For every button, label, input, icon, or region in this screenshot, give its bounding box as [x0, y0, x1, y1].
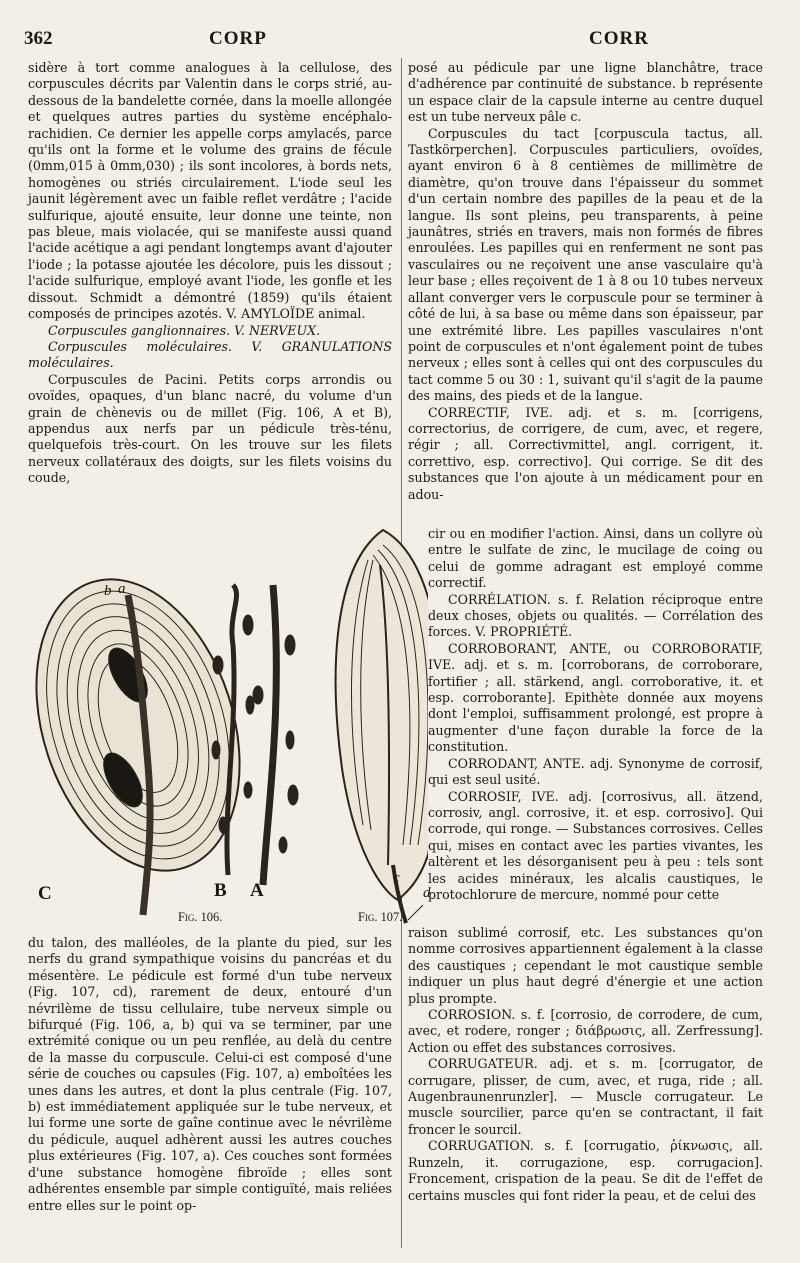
nerve-branch-a-drawing [253, 585, 298, 885]
paragraph: Corpuscules moléculaires. V. GRANULATIONS moléculaires. [28, 338, 392, 371]
dictionary-entry-corrosion: CORROSION. s. f. [corrosio, de corrodere, de cum, avec, et rodere, ronger ; διάβρωσις, all. Zerfressung]. Action ou effet des substances corrosives. [408, 1007, 763, 1055]
paragraph: Corpuscules du tact [corpuscula tactus, all. Tastkörperchen]. Corpuscules particuliers, ovoïdes, ayant environ 6 à 8 centièmes de millimètre de diamètre, qu'on trouve dans l'épaisseur du sommet d'un certain nombre des papilles de la peau et de la langue. Ils sont pleins, peu transparents, à peine jaunâtres, striés en travers, mais non formés de fibres enroulées. Les papilles qui en renferment ne sont pas vasculaires ou ne reçoivent une anse vasculaire qu'à leur base ; elles reçoivent de 1 à 8 ou 10 tubes nerveux allant converger vers le corpuscule pour se terminer à côté de lui, à sa base ou même dans son épaisseur, par une extrémité libre. Les papilles vasculaires n'ont point de corpuscules et n'ont également point de tubes nerveux ; elles sont à celles qui ont des corpuscules du tact comme 5 ou 30 : 1, suivant qu'il s'agit de la paume des mains, des pieds et de la langue. [408, 125, 763, 404]
label-b-upper: B [214, 880, 227, 901]
label-b: b [104, 583, 112, 599]
dictionary-entry-corroborant: CORROBORANT, ANTE, ou CORROBORATIF, IVE. adj. et s. m. [corroborans, de corroborare, fortifier ; all. stärkend, angl. corroborative, it. et esp. corroborante]. Epithète donnée aux moyens dont l'emploi, suffisamment prolongé, est propre à augmenter d'une façon durable la force de la constitution. [428, 640, 763, 755]
figure-106-107 [28, 525, 431, 925]
right-column-bottom [408, 925, 763, 1204]
right-column-top [408, 60, 763, 503]
label-d: d [423, 885, 431, 901]
running-title-left: CORP [209, 28, 267, 49]
paragraph: raison sublimé corrosif, etc. Les substances qu'on nomme corrosives appartiennent également à la classe des caustiques ; cependant le mot caustique semble indiquer un plus haut degré d'énergie et une action plus prompte. [408, 925, 763, 1006]
corpuscle-fig107-drawing [336, 530, 428, 923]
corpuscle-c-drawing [28, 553, 275, 915]
label-c: c [393, 870, 400, 886]
dictionary-entry-corrugation: CORRUGATION. s. f. [corrugatio, ῥίκνωσις, all. Runzeln, it. corrugazione, esp. corrugacion]. Froncement, crispation de la peau. Se dit de l'effet de certains muscles qui font rider la peau, et de celui des [408, 1138, 763, 1203]
running-title-right: CORR [589, 28, 649, 49]
right-column-middle [428, 526, 763, 903]
figure-107-caption: Fig. 107. [358, 910, 403, 924]
paragraph: sidère à tort comme analogues à la cellulose, des corpuscules décrits par Valentin dans le corps strié, au-dessous de la bandelette cornée, dans la moelle allongée et quelques autres parties du système encéphalo-rachidien. Ce dernier les appelle corps amylacés, parce qu'ils ont la forme et le volume des grains de fécule (0mm,015 à 0mm,030) ; ils sont incolores, à bords nets, homogènes ou striés circulairement. L'iode seul les jaunit légèrement avec un faible reflet verdâtre ; l'acide sulfurique, ajouté ensuite, leur donne une teinte, non pas bleue, mais violacée, qui se manifeste aussi quand l'acide acétique a agi pendant longtemps avant d'ajouter l'iode ; la potasse ajoutée les décolore, puis les dissout ; l'acide sulfurique, employé avant l'iode, les gonfle et les dissout. Schmidt a démontré (1859) qu'ils étaient composés de principes azotés. V. AMYLOÏDE animal. [28, 60, 392, 322]
dictionary-entry-corrugateur: CORRUGATEUR. adj. et s. m. [corrugator, de corrugare, plisser, de cum, avec, et ruga, ride ; all. Augenbraunenrunzler]. — Muscle corrugateur. Le muscle sourcilier, parce qu'en se contractant, il fait froncer le sourcil. [408, 1056, 763, 1137]
paragraph: Corpuscules ganglionnaires. V. NERVEUX. [48, 322, 321, 338]
page-number: 362 [24, 28, 53, 49]
paragraph: CORRECTIF, IVE. adj. et s. m. [corrigens, correctorius, de corrigere, de cum, avec, et regere, régir ; all. Correctivmittel, angl. corrigent, it. correttivo, esp. correctivo]. Qui corrige. Se dit des substances que l'on ajoute à un médicament pour en adou- [408, 404, 763, 502]
left-column-top [28, 60, 392, 487]
figure-106-caption: Fig. 106. [178, 910, 223, 924]
label-c-upper: C [38, 883, 52, 904]
dictionary-entry-correlation: CORRÉLATION. s. f. Relation réciproque entre deux choses, objets ou qualités. — Corrélation des forces. V. PROPRIÉTÉ. [428, 591, 763, 640]
dictionary-entry-corrodant: CORRODANT, ANTE. adj. Synonyme de corrosif, qui est seul usité. [428, 755, 763, 788]
running-header [24, 22, 776, 52]
label-a-upper: A [250, 880, 264, 901]
left-column-bottom [28, 935, 392, 1214]
paragraph: Corpuscules de Pacini. Petits corps arrondis ou ovoïdes, opaques, d'un blanc nacré, du volume d'un grain de chènevis ou de millet (Fig. 106, A et B), appendus aux nerfs par un pédicule très-ténu, quelquefois très-court. On les trouve sur les filets nerveux collatéraux des doigts, sur les filets voisins du coude, [28, 371, 392, 486]
dictionary-entry-corrosif: CORROSIF, IVE. adj. [corrosivus, all. ätzend, corrosiv, angl. corrosive, it. et esp. corrosivo]. Qui corrode, qui ronge. — Substances corrosives. Celles qui, mises en contact avec les parties vivantes, les altèrent et les désorganisent peu à peu : tels sont les acides minéraux, les alcalis caustiques, le protochlorure de mercure, nommé pour cette [428, 788, 763, 902]
label-a: a [118, 581, 126, 597]
pacini-corpuscles-illustration [28, 525, 428, 925]
paragraph: du talon, des malléoles, de la plante du pied, sur les nerfs du grand sympathique voisins du pancréas et du mésentère. Le pédicule est formé d'un tube nerveux (Fig. 107, cd), rarement de deux, entouré d'un névrilème de tissu cellulaire, tube nerveux simple ou bifurqué (Fig. 106, a, b) qui va se terminer, par une extrémité conique ou un peu renflée, au delà du centre de la masse du corpuscule. Celui-ci est composé d'une série de couches ou capsules (Fig. 107, a) emboîtées les unes dans les autres, et dont la plus centrale (Fig. 107, b) est immédiatement appliquée sur le tube nerveux, et lui forme une sorte de gaîne continue avec le névrilème du pédicule, auquel adhèrent aussi les autres couches plus extérieures (Fig. 107, a). Ces couches sont formées d'une substance homogène fibroïde ; elles sont adhérentes ensemble par simple contiguïté, mais reliées entre elles sur le point op- [28, 935, 392, 1213]
paragraph: cir ou en modifier l'action. Ainsi, dans un collyre où entre le sulfate de zinc, le mucilage de coing ou celui de gomme adragant est employé comme correctif. [428, 526, 763, 591]
paragraph: posé au pédicule par une ligne blanchâtre, trace d'adhérence par continuité de substance. b représente un espace clair de la capsule interne au centre duquel est un tube nerveux pâle c. [408, 60, 763, 125]
